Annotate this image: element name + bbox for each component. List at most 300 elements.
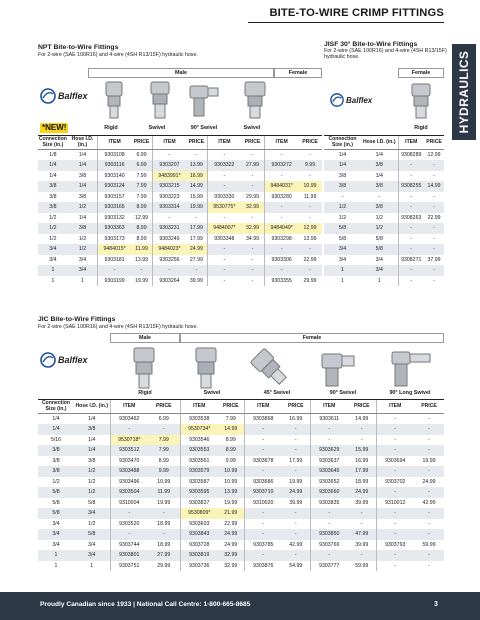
size-cell: 3/4 [361,265,398,276]
item-cell: 9484007* [207,223,240,234]
price-cell: - [251,256,254,263]
price-cell: 15.99 [189,193,203,200]
table-row [38,202,322,213]
item-cell: 9303801 [110,550,148,561]
table-row [324,160,444,171]
price-cell: - [251,277,254,284]
npt-col-item: ITEM [153,136,186,150]
size-cell: 1/4 [88,416,96,423]
item-cell: 9303132 [98,213,131,224]
size-cell: 1/4 [52,416,60,423]
price-cell: - [433,235,435,242]
table-row [38,160,322,171]
jic-female-header: Female [180,333,444,343]
price-cell: - [298,244,322,255]
table-row [38,276,322,287]
price-cell: 19.99 [422,457,436,464]
size-cell: 1/4 [338,152,347,159]
jic-fitting-label: Rigid [138,390,152,396]
item-cell: 9303835 [310,498,348,509]
price-cell: 17.99 [186,223,207,234]
price-cell: 59.99 [355,562,369,569]
size-cell: 3/8 [361,181,398,192]
size-cell: 1 [377,277,381,284]
item-cell: 9303561 [180,456,218,467]
npt-col-price: PRICE [131,136,152,150]
table-row [38,456,444,467]
item-cell: - [376,466,414,477]
price-cell: - [414,424,444,435]
table-row [38,550,444,561]
jic-table-body [38,414,444,572]
item-cell: - [376,424,414,435]
item-cell: - [398,234,424,245]
price-cell: 14.99 [355,416,369,423]
price-cell: 37.99 [427,256,441,263]
size-cell: 1 [51,277,55,284]
item-cell: 9530775* [207,202,240,213]
price-cell: - [414,508,444,519]
price-cell: - [195,214,198,221]
size-cell: 3/8 [38,466,74,477]
size-cell: 3/4 [52,541,60,548]
item-cell: - [376,550,414,561]
size-cell: 1/4 [38,160,68,171]
size-cell: 1/2 [68,202,98,213]
npt-col-hose-id: Hose I.D. (in.) [68,136,98,150]
price-cell: 10.99 [157,478,171,485]
item-cell: 9303769 [310,540,348,551]
table-row [324,223,444,234]
page-number: 3 [434,601,438,608]
size-cell: 3/4 [52,520,60,527]
price-cell: 24.99 [224,541,238,548]
size-cell: 1 [341,277,344,284]
balflex-swirl-icon [330,93,344,107]
size-cell: 3/4 [74,508,110,519]
table-row [324,171,444,182]
item-cell: 9303579 [180,466,218,477]
item-cell: - [310,435,348,446]
item-cell: 9484015* [98,244,131,255]
table-row [38,150,322,161]
size-cell: 1/4 [74,445,110,456]
size-cell: 1 [54,562,58,569]
jic-col-item: ITEM [244,400,282,414]
price-cell: 13.99 [218,487,244,498]
npt-fitting-labels [88,124,322,133]
item-cell: - [207,265,240,276]
balflex-swirl-icon [40,352,56,368]
price-cell: - [309,214,311,221]
size-cell: 1 [38,550,74,561]
size-cell: 5/8 [52,499,60,506]
item-cell: 9303827 [180,498,218,509]
item-cell: 9303124 [98,181,131,192]
price-cell: 7.99 [136,193,147,200]
table-row [38,561,444,572]
item-cell: 9483991* [153,171,186,182]
size-cell: 3/8 [38,445,74,456]
jic-subtitle: For 2-wire (SAE 100R16) and 4-wire (4SH R13/15F) hydraulic hose. [38,324,198,330]
jisf-table-body [324,150,444,287]
price-cell: 11.99 [131,244,152,255]
price-cell: 9.99 [298,160,322,171]
price-cell: 18.99 [157,541,171,548]
size-cell: 1 [38,265,68,276]
price-cell: 39.99 [189,277,203,284]
size-cell: - [341,193,344,200]
item-cell: 9303520 [110,519,148,530]
size-cell: 1/4 [324,160,361,171]
item-cell: 9484031* [265,181,298,192]
jic-col-item: ITEM [110,400,148,414]
npt-col-price: PRICE [298,136,322,150]
price-cell: 24.99 [348,487,376,498]
npt-fitting-label: Swivel [243,125,261,131]
price-cell: 24.99 [422,478,436,485]
price-cell: 9.99 [148,466,180,477]
price-cell: 18.99 [355,478,369,485]
price-cell: 19.99 [224,499,238,506]
price-cell: 14.99 [218,424,244,435]
price-cell: - [294,520,297,527]
price-cell: - [298,202,322,213]
item-cell: - [376,414,414,425]
price-cell: - [294,436,297,443]
size-cell: 3/4 [38,244,68,255]
price-cell: 14.99 [424,181,444,192]
price-cell: - [414,445,444,456]
npt-col-item: ITEM [98,136,131,150]
price-cell: 22.99 [224,520,238,527]
item-cell: 9303702 [376,477,414,488]
item-cell: - [398,202,424,213]
item-cell: 9310012 [376,498,414,509]
jic-col-price: PRICE [282,400,310,414]
table-row [38,498,444,509]
price-cell: 16.99 [355,457,369,464]
price-cell: 29.99 [246,193,259,200]
npt-subtitle: For 2-wire (SAE 100R16) and 4-wire (4SH R13/15F) hydraulic hose. [38,52,198,58]
price-cell: - [433,193,435,200]
size-cell: 1 [324,265,361,276]
table-row [324,276,444,287]
jic-col-hose-id: Hose I.D. (in.) [74,400,110,414]
item-cell: 9303298 [265,234,298,245]
item-cell: 9303793 [376,540,414,551]
price-cell: - [424,265,444,276]
price-cell: 17.99 [348,466,376,477]
jisf-fitting-label: Rigid [414,125,428,131]
table-row [38,223,322,234]
size-cell: 3/4 [74,550,110,561]
item-cell: 9303660 [310,487,348,498]
price-cell: - [360,520,363,527]
item-cell: - [244,424,282,435]
item-cell: 9303785 [244,540,282,551]
price-cell: 7.99 [136,172,147,179]
item-cell: 9303223 [153,192,186,203]
item-cell: 9303199 [98,276,131,287]
balflex-logo [40,88,88,104]
size-cell: 5/8 [74,529,110,540]
price-cell: 19.99 [157,499,171,506]
price-cell: - [282,445,310,456]
jisf-col-connection: Connection Size (in.) [324,136,361,150]
item-cell: 9308263 [398,213,424,224]
price-cell: - [428,562,430,569]
npt-male-header: Male [88,68,274,78]
price-cell: 15.99 [348,445,376,456]
item-cell: 9303603 [180,519,218,530]
npt-fitting-label: Swivel [148,125,166,131]
size-cell: 5/16 [50,436,62,443]
price-cell: 32.99 [224,562,238,569]
price-cell: - [414,487,444,498]
jic-col-item: ITEM [376,400,414,414]
price-cell: 29.99 [303,277,317,284]
price-cell: 27.99 [241,160,265,171]
price-cell: 16.99 [186,171,207,182]
item-cell: 9310020 [244,498,282,509]
price-cell: 24.99 [218,529,244,540]
item-cell: - [244,466,282,477]
npt-female-header: Female [274,68,322,78]
price-cell: 54.99 [289,562,303,569]
item-cell: 9310004 [110,498,148,509]
price-cell: - [282,529,310,540]
price-cell: - [148,529,180,540]
jic-col-price: PRICE [148,400,180,414]
price-cell: - [424,223,444,234]
price-cell: - [414,529,444,540]
price-cell: - [148,424,180,435]
table-row [38,171,322,182]
size-cell: 1/2 [78,235,87,242]
size-cell: 3/4 [68,265,98,276]
size-cell: 5/8 [38,487,74,498]
item-cell: 9303553 [180,445,218,456]
table-row [38,213,322,224]
item-cell: - [207,255,240,266]
price-cell: 16.99 [289,416,303,423]
price-cell: 10.99 [298,181,322,192]
npt-col-price: PRICE [241,136,265,150]
price-cell: - [348,550,376,561]
price-cell: - [148,508,180,519]
item-cell: - [244,519,282,530]
item-cell: 9303363 [98,223,131,234]
item-cell: 9530809* [180,508,218,519]
npt-col-connection: Connection Size (in.) [38,136,68,150]
size-cell: 3/8 [338,172,347,179]
jic-col-price: PRICE [218,400,244,414]
price-cell: 10.99 [218,466,244,477]
item-cell: 9303108 [98,150,131,161]
item-cell: - [265,150,298,161]
table-row [38,255,322,266]
table-row [38,519,444,530]
npt-col-price: PRICE [186,136,207,150]
price-cell: 34.99 [246,235,259,242]
price-cell: 19.99 [186,202,207,213]
price-cell: - [195,152,198,159]
item-cell: 9303710 [244,487,282,498]
item-cell: - [110,529,148,540]
price-cell: 9.99 [225,457,236,464]
price-cell: 18.99 [157,520,171,527]
item-cell: 9303207 [153,160,186,171]
item-cell: - [398,171,424,182]
price-cell: 24.99 [186,244,207,255]
item-cell: - [207,213,240,224]
price-cell: - [433,172,435,179]
size-cell: 3/8 [78,193,87,200]
price-cell: 21.99 [218,508,244,519]
price-cell: 27.99 [189,256,203,263]
price-cell: 14.99 [186,181,207,192]
price-cell: 8.99 [136,235,147,242]
jic-col-item: ITEM [310,400,348,414]
item-cell: 9303140 [98,171,131,182]
price-cell: 8.99 [225,436,236,443]
footer-text: Proudly Canadian since 1933 | National Call Centre: 1-800-665-8685 [40,601,251,608]
table-row [38,487,444,498]
title-rule [248,22,444,23]
size-cell: 1/8 [49,152,57,159]
item-cell: 9303173 [98,234,131,245]
table-row [38,508,444,519]
price-cell: - [251,172,254,179]
size-cell: 1/4 [68,160,98,171]
price-cell: 12.99 [298,223,322,234]
jic-rigid-fitting-image [124,346,164,390]
item-cell: - [244,508,282,519]
jic-fitting-label: 90° Swivel [329,390,357,396]
price-cell: 32.99 [241,202,265,213]
size-cell: 1/2 [338,214,347,221]
item-cell: 9303843 [180,529,218,540]
item-cell: 9303819 [180,550,218,561]
item-cell: 9303215 [153,181,186,192]
item-cell: - [207,150,240,161]
price-cell: 39.99 [355,541,369,548]
table-row [38,477,444,488]
table-row [38,445,444,456]
item-cell: - [244,529,282,540]
table-row [38,244,322,255]
item-cell: 9303595 [180,487,218,498]
item-cell: 9303330 [207,192,240,203]
size-cell: 3/8 [324,181,361,192]
item-cell: 9303231 [153,223,186,234]
table-row [38,265,322,276]
price-cell: - [428,436,430,443]
price-cell: 13.99 [186,160,207,171]
size-cell: 1 [81,277,84,284]
item-cell: 9303637 [310,456,348,467]
price-cell: 13.99 [135,256,149,263]
item-cell: - [376,508,414,519]
size-cell: 5/8 [338,235,347,242]
size-cell: 5/8 [361,244,398,255]
price-cell: - [348,424,376,435]
size-cell: 3/4 [78,256,87,263]
price-cell: - [428,416,430,423]
item-cell: 9303538 [180,414,218,425]
price-cell: 8.99 [218,445,244,456]
item-cell: 9303686 [244,477,282,488]
price-cell: - [309,172,311,179]
item-cell: - [265,244,298,255]
size-cell: 1/2 [49,235,57,242]
price-cell: 7.99 [148,435,180,446]
jic-table [38,399,444,571]
jic-45-swivel-fitting-image [248,346,292,390]
item-cell: - [207,171,240,182]
price-cell: 13.99 [303,235,317,242]
size-cell: 3/4 [375,256,383,263]
price-cell: 22.99 [303,256,317,263]
item-cell: 9303322 [207,160,240,171]
price-cell: 6.99 [136,152,147,159]
size-cell: 3/8 [74,424,110,435]
item-cell: - [398,265,424,276]
npt-rigid-fitting-image [97,80,131,120]
item-cell: - [398,160,424,171]
item-cell: - [376,519,414,530]
size-cell: 1/2 [49,214,57,221]
size-cell: 1/2 [375,214,383,221]
size-cell: 1/4 [375,172,383,179]
new-badge: *NEW! [42,123,67,132]
item-cell: 9484023* [153,244,186,255]
item-cell: 9303314 [153,202,186,213]
item-cell: 9303694 [376,456,414,467]
item-cell: - [310,424,348,435]
item-cell: 9303355 [265,276,298,287]
item-cell: - [398,244,424,255]
price-cell: - [282,550,310,561]
price-cell: 6.99 [131,160,152,171]
price-cell: - [241,244,265,255]
item-cell: 9303157 [98,192,131,203]
price-cell: - [424,160,444,171]
npt-swivel-fitting-image [143,80,177,120]
price-cell: - [424,202,444,213]
brand-name: Balflex [58,91,88,101]
jisf-title: JISF 30° Bite-to-Wire Fittings [324,41,418,48]
size-cell: 1/4 [49,172,57,179]
npt-table-body [38,150,322,287]
price-cell: - [433,277,435,284]
item-cell: - [376,445,414,456]
item-cell: 9303116 [98,160,131,171]
jic-fitting-labels [110,389,444,398]
price-cell: 32.99 [218,550,244,561]
item-cell: 9303249 [153,234,186,245]
price-cell: 10.99 [224,478,238,485]
item-cell: 9303280 [265,192,298,203]
side-tab-label: HYDRAULICS [457,50,471,134]
item-cell: 9303181 [98,255,131,266]
size-cell: 1 [90,562,94,569]
item-cell: - [398,223,424,234]
item-cell: - [207,244,240,255]
price-cell: - [241,265,265,276]
price-cell: - [241,181,265,192]
